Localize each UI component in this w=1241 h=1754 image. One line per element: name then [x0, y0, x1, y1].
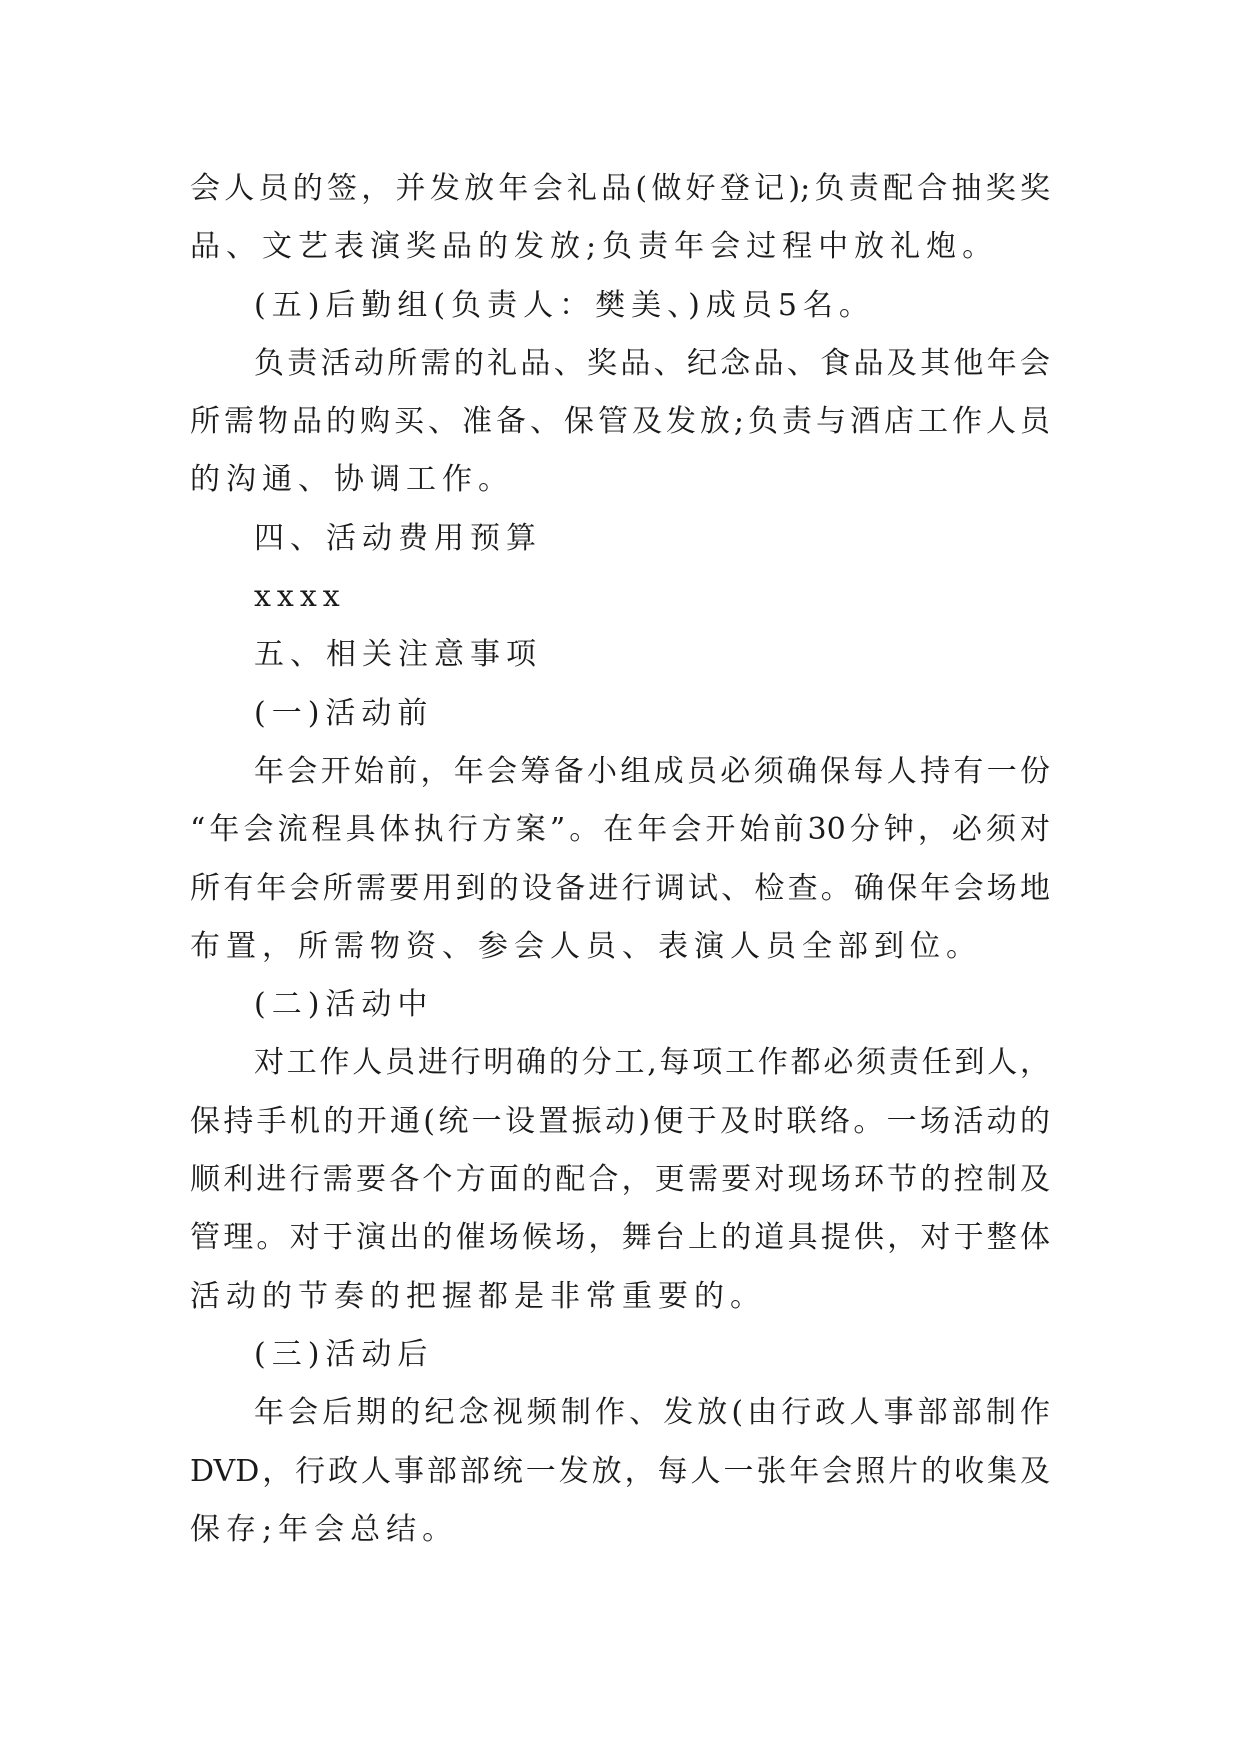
text-line: 负责活动所需的礼品、奖品、纪念品、食品及其他年会	[254, 345, 1050, 381]
text-line: 五、相关注意事项	[254, 637, 542, 673]
text-line: 对工作人员进行明确的分工,每项工作都必须责任到人，	[254, 1045, 1050, 1081]
text-line: 的沟通、协调工作。	[190, 462, 514, 498]
text-line: xxxx	[254, 579, 346, 615]
text-line: 顺利进行需要各个方面的配合，更需要对现场环节的控制及	[190, 1162, 1050, 1198]
text-line: 年会后期的纪念视频制作、发放(由行政人事部部制作	[254, 1395, 1050, 1431]
text-line: (二)活动中	[254, 987, 434, 1023]
text-line: (一)活动前	[254, 695, 434, 731]
text-line: 保持手机的开通(统一设置振动)便于及时联络。一场活动的	[190, 1103, 1050, 1139]
text-line: 品、文艺表演奖品的发放;负责年会过程中放礼炮。	[190, 229, 999, 265]
text-line: 保存;年会总结。	[190, 1511, 459, 1547]
text-line: 所有年会所需要用到的设备进行调试、检查。确保年会场地	[190, 870, 1050, 906]
text-line: 管理。对于演出的催场候场，舞台上的道具提供，对于整体	[190, 1220, 1050, 1256]
text-line: 活动的节奏的把握都是非常重要的。	[190, 1278, 766, 1314]
text-line: “年会流程具体执行方案”。在年会开始前30分钟，必须对	[190, 812, 1050, 848]
text-line: DVD，行政人事部部统一发放，每人一张年会照片的收集及	[190, 1453, 1050, 1489]
text-line: (三)活动后	[254, 1336, 434, 1372]
text-line: 年会开始前，年会筹备小组成员必须确保每人持有一份	[254, 753, 1050, 789]
document-body	[190, 160, 1050, 1559]
text-line: 会人员的签，并发放年会礼品(做好登记);负责配合抽奖奖	[190, 171, 1050, 206]
text-line: 所需物品的购买、准备、保管及发放;负责与酒店工作人员	[190, 404, 1050, 440]
text-line: 布置，所需物资、参会人员、表演人员全部到位。	[190, 928, 982, 964]
text-line: 四、活动费用预算	[254, 520, 542, 556]
text-line: (五)后勤组(负责人：樊美、)成员5名。	[254, 287, 875, 323]
